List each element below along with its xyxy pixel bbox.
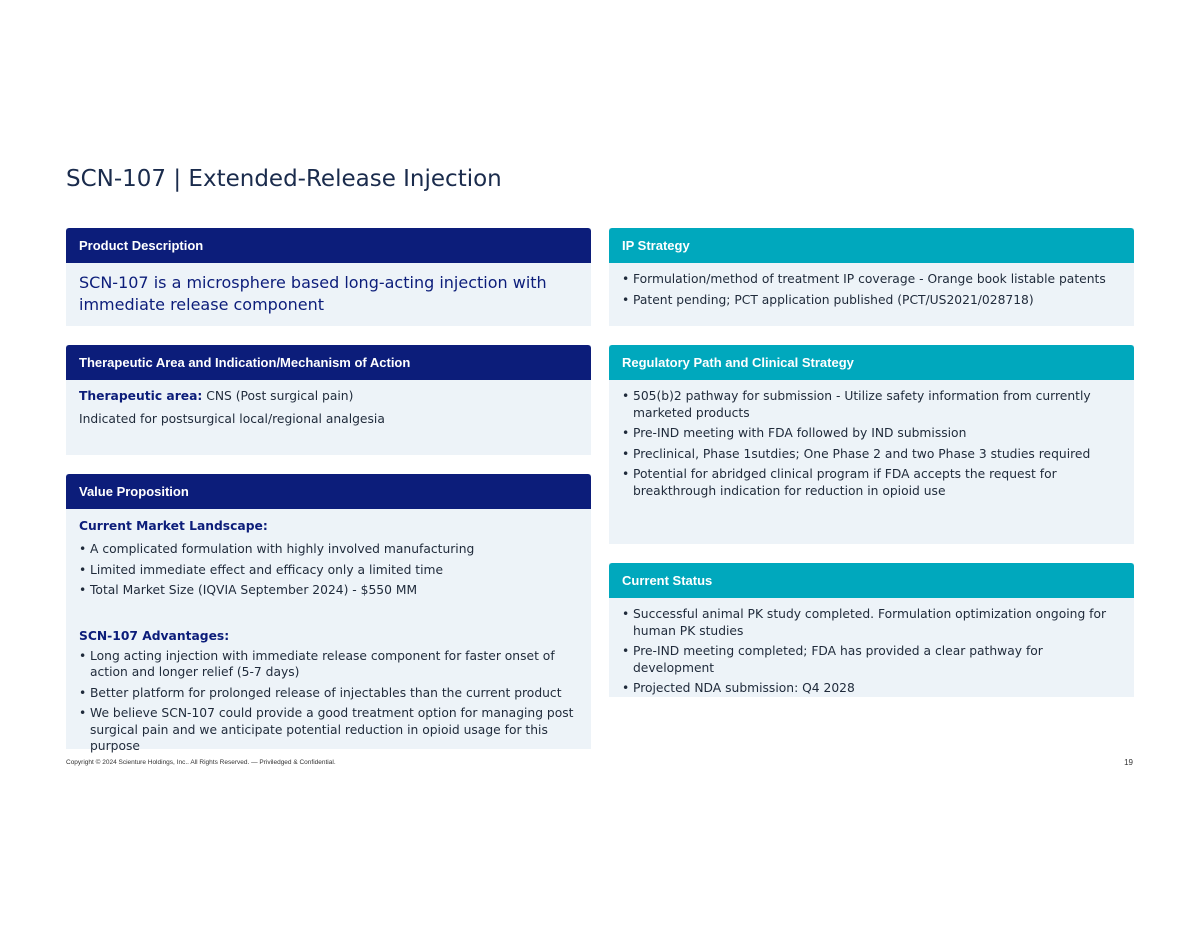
page-number: 19 [1124,758,1133,767]
therapeutic-area-header: Therapeutic Area and Indication/Mechanism of Action [66,345,591,380]
list-item: • Better platform for prolonged release of injectables than the current product [79,685,578,702]
landscape-heading: Current Market Landscape: [79,519,268,533]
ip-strategy-panel [609,228,1134,326]
page-title: SCN-107 | Extended-Release Injection [66,166,502,192]
copyright-footer: Copyright © 2024 Scienture Holdings, Inc.. All Rights Reserved. — Priviledged & Confidential. [66,759,336,766]
list-item: • Long acting injection with immediate release component for faster onset of action and longer relief (5-7 days) [79,648,578,681]
ip-strategy-header: IP Strategy [609,228,1134,263]
list-item: • Formulation/method of treatment IP coverage - Orange book listable patents [622,271,1121,288]
regulatory-header: Regulatory Path and Clinical Strategy [609,345,1134,380]
product-description-panel [66,228,591,326]
indication-text: Indicated for postsurgical local/regional analgesia [79,411,385,426]
product-description-text: SCN-107 is a microsphere based long-acting injection with immediate release component [79,273,547,314]
list-item: • 505(b)2 pathway for submission - Utilize safety information from currently marketed products [622,388,1121,421]
list-item: • Patent pending; PCT application published (PCT/US2021/028718) [622,292,1121,309]
advantages-list [79,648,578,755]
list-item: • Total Market Size (IQVIA September 2024) - $550 MM [79,582,578,599]
list-item: • We believe SCN-107 could provide a good treatment option for managing post surgical pain and we anticipate potential reduction in opioid usage for this purpose [79,705,578,755]
current-status-list [622,606,1121,697]
landscape-list [79,541,578,599]
list-item: • Pre-IND meeting with FDA followed by IND submission [622,425,1121,442]
list-item: • Projected NDA submission: Q4 2028 [622,680,1121,697]
product-description-header: Product Description [66,228,591,263]
list-item: • A complicated formulation with highly involved manufacturing [79,541,578,558]
therapeutic-area-value: CNS (Post surgical pain) [202,389,354,403]
therapeutic-area-label: Therapeutic area: [79,389,203,403]
list-item: • Limited immediate effect and efficacy only a limited time [79,562,578,579]
list-item: • Successful animal PK study completed. Formulation optimization ongoing for human PK studies [622,606,1121,639]
current-status-header: Current Status [609,563,1134,598]
value-proposition-header: Value Proposition [66,474,591,509]
therapeutic-area-line [79,388,578,405]
ip-strategy-list [622,271,1121,308]
list-item: • Preclinical, Phase 1sutdies; One Phase 2 and two Phase 3 studies required [622,446,1121,463]
regulatory-list [622,388,1121,499]
value-proposition-panel [66,474,591,753]
advantages-heading: SCN-107 Advantages: [79,628,230,643]
therapeutic-area-panel [66,345,591,455]
list-item: • Potential for abridged clinical program if FDA accepts the request for breakthrough indication for reduction in opioid use [622,466,1121,499]
list-item: • Pre-IND meeting completed; FDA has provided a clear pathway for development [622,643,1121,676]
current-status-panel [609,563,1134,697]
regulatory-panel [609,345,1134,544]
